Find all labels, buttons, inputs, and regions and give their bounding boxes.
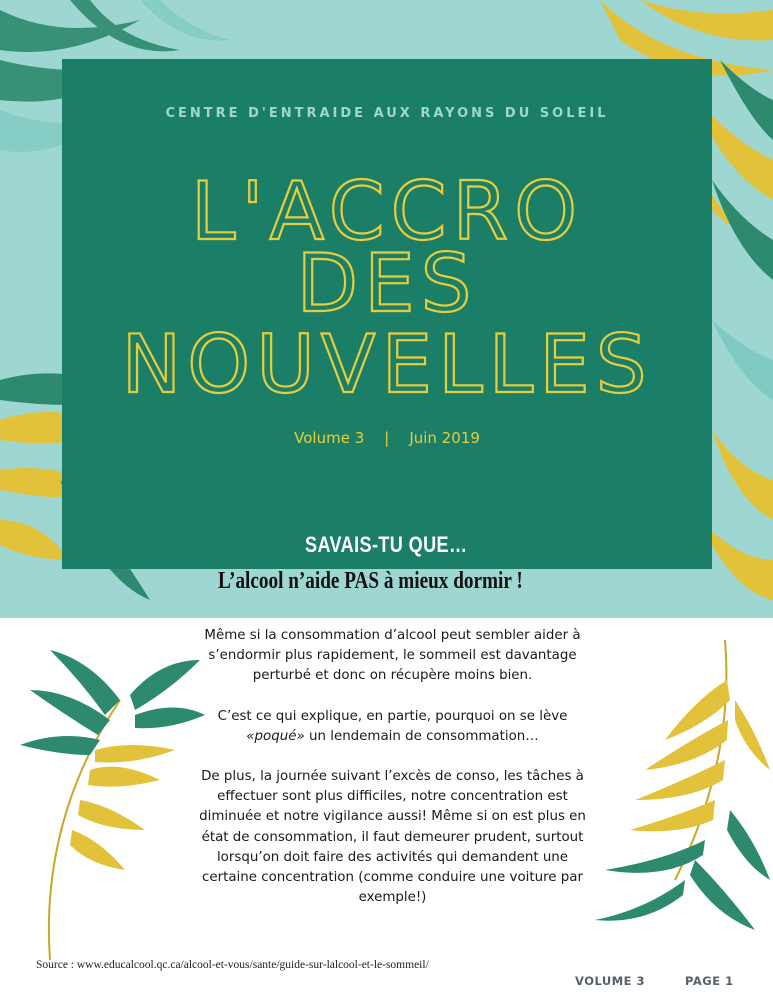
article-body [190,626,595,928]
kicker: SAVAIS-TU QUE… [305,532,468,557]
poque-term: «poqué» [246,728,305,744]
paragraph-1: Même si la consommation d’alcool peut sembler aider à s’endormir plus rapidement, le sommeil est davantage perturbé et donc on récupère moins bien. [204,628,581,684]
headline: L’alcool n’aide PAS à mieux dormir ! [218,568,523,594]
title-line-2: DES [296,237,478,330]
issue-date: Juin 2019 [409,429,480,447]
issue-info [62,429,712,447]
organization-name: CENTRE D'ENTRAIDE AUX RAYONS DU SOLEIL [165,106,609,121]
paragraph-2-end: un lendemain de consommation… [304,728,539,744]
footer-volume: VOLUME 3 [575,974,646,988]
paragraph-3: De plus, la journée suivant l’excès de conso, les tâches à effectuer sont plus difficiles, notre concentration est diminuée et notre vigilance aussi! Même si on est plus en état de consommation, il faut demeurer prudent, surtout lorsqu’on doit faire des activités qui demandent une certaine concentration (comme conduire une voiture par exemple!) [199,769,586,906]
title-panel [62,59,712,569]
issue-volume: Volume 3 [294,429,365,447]
issue-separator: | [384,429,390,447]
title-line-1: L'ACCRO [190,165,584,258]
palm-leaf-icon [585,640,773,940]
paragraph-2 [190,707,595,747]
palm-leaf-icon [10,640,210,960]
paragraph-2-start: C’est ce qui explique, en partie, pourquoi on se lève [217,708,568,724]
footer-page-number: PAGE 1 [685,974,734,988]
source-citation: Source : www.educalcool.qc.ca/alcool-et-vous/sante/guide-sur-lalcool-et-le-sommeil/ [36,959,429,971]
newsletter-title [62,59,712,419]
title-line-3: NOUVELLES [121,318,653,411]
